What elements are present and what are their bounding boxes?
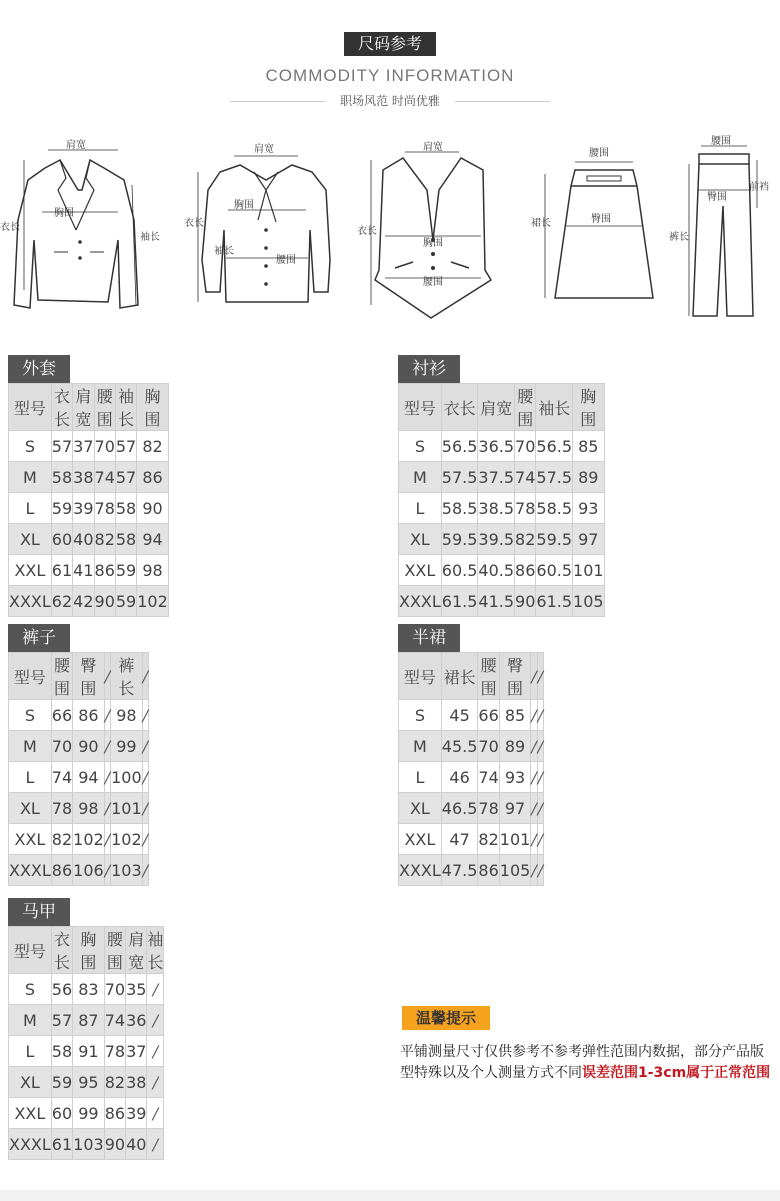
measure-cell: 60.5 (441, 555, 478, 586)
measure-cell: 56.5 (536, 431, 573, 462)
measure-cell: 39 (126, 1098, 147, 1129)
label-waist: 腰围 (423, 277, 443, 288)
table-row (399, 855, 544, 886)
column-header: 胸围 (137, 384, 169, 431)
measure-cell: / (537, 762, 543, 793)
footer-strip (0, 1190, 780, 1201)
measure-cell: 58.5 (441, 493, 478, 524)
column-header: / (142, 653, 148, 700)
measure-cell: 40.5 (478, 555, 515, 586)
measure-cell: 61.5 (536, 586, 573, 617)
measure-cell: 41 (73, 555, 94, 586)
size-table (398, 652, 544, 886)
measure-cell: 102 (111, 824, 143, 855)
table-row (399, 555, 605, 586)
label-waist: 腰围 (711, 136, 731, 147)
measure-cell: / (104, 762, 110, 793)
measure-cell: / (142, 731, 148, 762)
column-header: 袖长 (536, 384, 573, 431)
column-header: 腰围 (51, 653, 72, 700)
size-cell: XXXL (9, 1129, 52, 1160)
measure-cell: 100 (111, 762, 143, 793)
measure-cell: 60 (51, 524, 72, 555)
column-header: 袖长 (147, 927, 164, 974)
column-header: 肩宽 (126, 927, 147, 974)
column-header: 衣长 (441, 384, 478, 431)
measure-cell: 98 (137, 555, 169, 586)
measure-cell: 57 (115, 431, 136, 462)
measure-cell: 59 (51, 493, 72, 524)
table-row (9, 762, 149, 793)
blouse-icon (180, 130, 340, 320)
measure-cell: 35 (126, 974, 147, 1005)
tip-text-main: 平铺测量尺寸仅供参考不参考弹性范围内数据，部分产品版型特殊以及个人测量方式不同 (400, 1044, 764, 1081)
measure-cell: 59 (115, 586, 136, 617)
measure-cell: 40 (73, 524, 94, 555)
column-header: 肩宽 (73, 384, 94, 431)
label-chest: 胸围 (234, 200, 254, 211)
column-header: 型号 (9, 653, 52, 700)
measure-cell: 98 (111, 700, 143, 731)
measure-cell: 89 (573, 462, 605, 493)
measure-cell: 95 (73, 1067, 105, 1098)
measure-cell: 103 (111, 855, 143, 886)
measure-cell: / (104, 824, 110, 855)
column-header: 臀围 (499, 653, 531, 700)
label-rise: 前裆 (749, 182, 769, 193)
size-cell: S (9, 700, 52, 731)
measure-cell: 59.5 (441, 524, 478, 555)
measure-cell: / (537, 731, 543, 762)
label-chest: 胸围 (423, 238, 443, 249)
measure-cell: 89 (499, 731, 531, 762)
measure-cell: 85 (573, 431, 605, 462)
column-header: 胸围 (73, 927, 105, 974)
measure-cell: 90 (104, 1129, 125, 1160)
measure-cell: 66 (478, 700, 499, 731)
table-tab: 马甲 (8, 898, 70, 926)
tagline-row (230, 92, 550, 110)
measure-cell: 57 (51, 1005, 72, 1036)
size-cell: XXXL (399, 855, 442, 886)
column-header: / (537, 653, 543, 700)
measure-cell: / (147, 1067, 164, 1098)
measure-cell: 90 (94, 586, 115, 617)
label-shoulder: 肩宽 (254, 144, 274, 155)
table-header-row (399, 384, 605, 431)
measure-cell: 82 (137, 431, 169, 462)
table-row (9, 1067, 164, 1098)
measure-cell: / (104, 700, 110, 731)
measure-cell: 86 (104, 1098, 125, 1129)
column-header: 裤长 (111, 653, 143, 700)
jacket-icon (0, 130, 170, 320)
label-hip: 臀围 (591, 214, 611, 225)
measure-cell: 36.5 (478, 431, 515, 462)
size-cell: XXL (9, 1098, 52, 1129)
measure-cell: / (531, 762, 537, 793)
measure-cell: 70 (51, 731, 72, 762)
measure-cell: / (104, 793, 110, 824)
table-row (9, 700, 149, 731)
measure-cell: 74 (515, 462, 536, 493)
size-cell: M (399, 462, 442, 493)
size-cell: L (9, 1036, 52, 1067)
measure-cell: / (537, 824, 543, 855)
measure-cell: 37 (126, 1036, 147, 1067)
measure-cell: 74 (94, 462, 115, 493)
measure-cell: 74 (478, 762, 499, 793)
size-cell: XXL (9, 555, 52, 586)
page-subtitle: COMMODITY INFORMATION (265, 66, 515, 85)
size-cell: S (9, 974, 52, 1005)
measure-cell: / (104, 731, 110, 762)
measure-cell: 59 (115, 555, 136, 586)
measure-cell: 38.5 (478, 493, 515, 524)
table-row (9, 731, 149, 762)
table-header-row (399, 653, 544, 700)
measure-cell: 78 (104, 1036, 125, 1067)
measure-cell: 70 (515, 431, 536, 462)
measure-cell: 57 (115, 462, 136, 493)
label-chest: 胸围 (54, 208, 74, 219)
measure-cell: 60.5 (536, 555, 573, 586)
column-header: 袖长 (115, 384, 136, 431)
measure-cell: 78 (515, 493, 536, 524)
measure-cell: / (531, 731, 537, 762)
table-row (9, 555, 169, 586)
size-cell: XL (9, 524, 52, 555)
table-row (399, 493, 605, 524)
size-table (398, 383, 605, 617)
table-row (9, 855, 149, 886)
table-row (399, 793, 544, 824)
table-row (9, 524, 169, 555)
measure-cell: 101 (499, 824, 531, 855)
table-tab: 外套 (8, 355, 70, 383)
measure-cell: 61 (51, 1129, 72, 1160)
measure-cell: 59 (51, 1067, 72, 1098)
size-cell: XL (399, 524, 442, 555)
measure-cell: / (531, 855, 537, 886)
measure-cell: / (147, 1098, 164, 1129)
measure-cell: 91 (73, 1036, 105, 1067)
measure-cell: 61.5 (441, 586, 478, 617)
measure-cell: / (147, 1005, 164, 1036)
pants-icon (665, 130, 780, 320)
tip-label: 温馨提示 (402, 1006, 490, 1030)
measure-cell: 97 (499, 793, 531, 824)
measure-cell: 37.5 (478, 462, 515, 493)
table-row (9, 462, 169, 493)
measure-cell: / (537, 855, 543, 886)
table-header-row (9, 653, 149, 700)
table-row (399, 700, 544, 731)
measure-cell: 47 (441, 824, 478, 855)
measure-cell: 94 (137, 524, 169, 555)
column-header: / (104, 653, 110, 700)
measure-cell: 90 (73, 731, 105, 762)
measure-cell: 38 (126, 1067, 147, 1098)
measure-cell: 60 (51, 1098, 72, 1129)
measure-cell: 97 (573, 524, 605, 555)
column-header: / (531, 653, 537, 700)
label-waist: 腰围 (276, 255, 296, 266)
measure-cell: 103 (73, 1129, 105, 1160)
column-header: 臀围 (73, 653, 105, 700)
measure-cell: 93 (573, 493, 605, 524)
column-header: 腰围 (104, 927, 125, 974)
measure-cell: 74 (104, 1005, 125, 1036)
size-cell: L (9, 762, 52, 793)
size-table (8, 383, 169, 617)
measure-cell: 87 (73, 1005, 105, 1036)
measure-cell: 94 (73, 762, 105, 793)
measure-cell: 85 (499, 700, 531, 731)
measure-cell: 99 (73, 1098, 105, 1129)
measure-cell: 70 (94, 431, 115, 462)
measure-cell: 78 (51, 793, 72, 824)
size-cell: XXL (9, 824, 52, 855)
label-length: 衣长 (357, 226, 377, 237)
size-cell: M (9, 1005, 52, 1036)
tip-text-highlight: 误差范围1-3cm属于正常范围 (582, 1065, 771, 1081)
measure-cell: 82 (515, 524, 536, 555)
measure-cell: 82 (478, 824, 499, 855)
measure-cell: 78 (478, 793, 499, 824)
measure-cell: 83 (73, 974, 105, 1005)
measure-cell: 86 (51, 855, 72, 886)
tagline: 职场风范 时尚优雅 (340, 94, 440, 108)
measure-cell: 82 (94, 524, 115, 555)
size-cell: M (9, 462, 52, 493)
measure-cell: 36 (126, 1005, 147, 1036)
column-header: 衣长 (51, 384, 72, 431)
measure-cell: 78 (94, 493, 115, 524)
measure-cell: 105 (573, 586, 605, 617)
table-row (9, 431, 169, 462)
measure-cell: / (142, 855, 148, 886)
measure-cell: 98 (73, 793, 105, 824)
size-cell: L (399, 762, 442, 793)
column-header: 腰围 (515, 384, 536, 431)
table-row (9, 974, 164, 1005)
table-row (9, 586, 169, 617)
measure-cell: 38 (73, 462, 94, 493)
measure-cell: / (104, 855, 110, 886)
page-title: 尺码参考 (344, 32, 436, 56)
size-cell: M (399, 731, 442, 762)
measure-cell: 58.5 (536, 493, 573, 524)
size-cell: XXL (399, 555, 442, 586)
label-length: 衣长 (184, 218, 204, 229)
column-header: 型号 (399, 384, 442, 431)
table-tab: 半裙 (398, 624, 460, 652)
measure-cell: 58 (115, 493, 136, 524)
measure-cell: 56 (51, 974, 72, 1005)
measure-cell: 57 (51, 431, 72, 462)
measure-cell: 37 (73, 431, 94, 462)
table-row (9, 1098, 164, 1129)
measure-cell: 90 (137, 493, 169, 524)
table-row (399, 586, 605, 617)
column-header: 肩宽 (478, 384, 515, 431)
table-tab: 衬衫 (398, 355, 460, 383)
skirt-icon (525, 130, 665, 320)
measure-cell: 45.5 (441, 731, 478, 762)
vest-icon (355, 130, 505, 320)
measure-cell: 39 (73, 493, 94, 524)
measure-cell: / (142, 700, 148, 731)
table-row (9, 1005, 164, 1036)
measure-cell: 70 (104, 974, 125, 1005)
measure-cell: 106 (73, 855, 105, 886)
table-row (9, 493, 169, 524)
column-header: 衣长 (51, 927, 72, 974)
column-header: 腰围 (94, 384, 115, 431)
measure-cell: / (147, 1036, 164, 1067)
label-waist: 腰围 (589, 148, 609, 159)
measure-cell: / (142, 824, 148, 855)
measure-cell: 46 (441, 762, 478, 793)
size-cell: XXL (399, 824, 442, 855)
measure-cell: 45 (441, 700, 478, 731)
measure-cell: 82 (51, 824, 72, 855)
table-row (399, 524, 605, 555)
measure-cell: 57.5 (441, 462, 478, 493)
table-row (9, 824, 149, 855)
measure-cell: 74 (51, 762, 72, 793)
column-header: 腰围 (478, 653, 499, 700)
measure-cell: / (142, 762, 148, 793)
measure-cell: 59.5 (536, 524, 573, 555)
size-cell: L (399, 493, 442, 524)
column-header: 型号 (399, 653, 442, 700)
measure-cell: 42 (73, 586, 94, 617)
label-length: 裙长 (531, 218, 551, 229)
size-cell: XXXL (9, 586, 52, 617)
measure-cell: / (531, 700, 537, 731)
measure-cell: 66 (51, 700, 72, 731)
measure-cell: 93 (499, 762, 531, 793)
measure-cell: 56.5 (441, 431, 478, 462)
size-cell: S (399, 700, 442, 731)
label-shoulder: 肩宽 (423, 142, 443, 153)
size-cell: M (9, 731, 52, 762)
size-cell: XL (9, 793, 52, 824)
measure-cell: 86 (478, 855, 499, 886)
size-cell: XXXL (9, 855, 52, 886)
label-sleeve: 袖长 (214, 246, 234, 257)
measure-cell: / (142, 793, 148, 824)
table-row (399, 431, 605, 462)
label-hip: 臀围 (707, 192, 727, 203)
measure-cell: 101 (111, 793, 143, 824)
measure-cell: / (531, 824, 537, 855)
table-row (9, 793, 149, 824)
measure-cell: 47.5 (441, 855, 478, 886)
table-row (399, 762, 544, 793)
size-cell: L (9, 493, 52, 524)
divider (455, 101, 550, 102)
measure-cell: 58 (51, 1036, 72, 1067)
size-table (8, 926, 164, 1160)
size-table (8, 652, 149, 886)
column-header: 型号 (9, 384, 52, 431)
measure-cell: 86 (515, 555, 536, 586)
column-header: 裙长 (441, 653, 478, 700)
measure-cell: 101 (573, 555, 605, 586)
size-cell: XXXL (399, 586, 442, 617)
measure-cell: 90 (515, 586, 536, 617)
size-cell: S (399, 431, 442, 462)
column-header: 胸围 (573, 384, 605, 431)
table-row (9, 1129, 164, 1160)
table-header-row (9, 384, 169, 431)
size-cell: S (9, 431, 52, 462)
table-header-row (9, 927, 164, 974)
table-row (399, 731, 544, 762)
measure-cell: 70 (478, 731, 499, 762)
measure-cell: 86 (73, 700, 105, 731)
measure-cell: / (147, 1129, 164, 1160)
table-tab: 裤子 (8, 624, 70, 652)
measure-cell: 58 (115, 524, 136, 555)
table-row (399, 824, 544, 855)
table-row (399, 462, 605, 493)
tip-text (400, 1042, 772, 1084)
label-shoulder: 肩宽 (66, 140, 86, 151)
size-cell: XL (399, 793, 442, 824)
measure-cell: 102 (137, 586, 169, 617)
measure-cell: 102 (73, 824, 105, 855)
measure-cell: 105 (499, 855, 531, 886)
label-length: 衣长 (0, 222, 20, 233)
measure-cell: 61 (51, 555, 72, 586)
column-header: 型号 (9, 927, 52, 974)
measure-cell: 62 (51, 586, 72, 617)
measure-cell: 46.5 (441, 793, 478, 824)
measure-cell: 86 (94, 555, 115, 586)
measure-cell: / (537, 793, 543, 824)
size-cell: XL (9, 1067, 52, 1098)
label-sleeve: 袖长 (140, 232, 160, 243)
measure-cell: 58 (51, 462, 72, 493)
measure-cell: 86 (137, 462, 169, 493)
measure-cell: 39.5 (478, 524, 515, 555)
label-length: 裤长 (669, 232, 689, 243)
table-row (9, 1036, 164, 1067)
measure-cell: 82 (104, 1067, 125, 1098)
measure-cell: / (537, 700, 543, 731)
measure-cell: 41.5 (478, 586, 515, 617)
measure-cell: 57.5 (536, 462, 573, 493)
measure-cell: / (531, 793, 537, 824)
measure-cell: 40 (126, 1129, 147, 1160)
measure-cell: 99 (111, 731, 143, 762)
measure-cell: / (147, 974, 164, 1005)
